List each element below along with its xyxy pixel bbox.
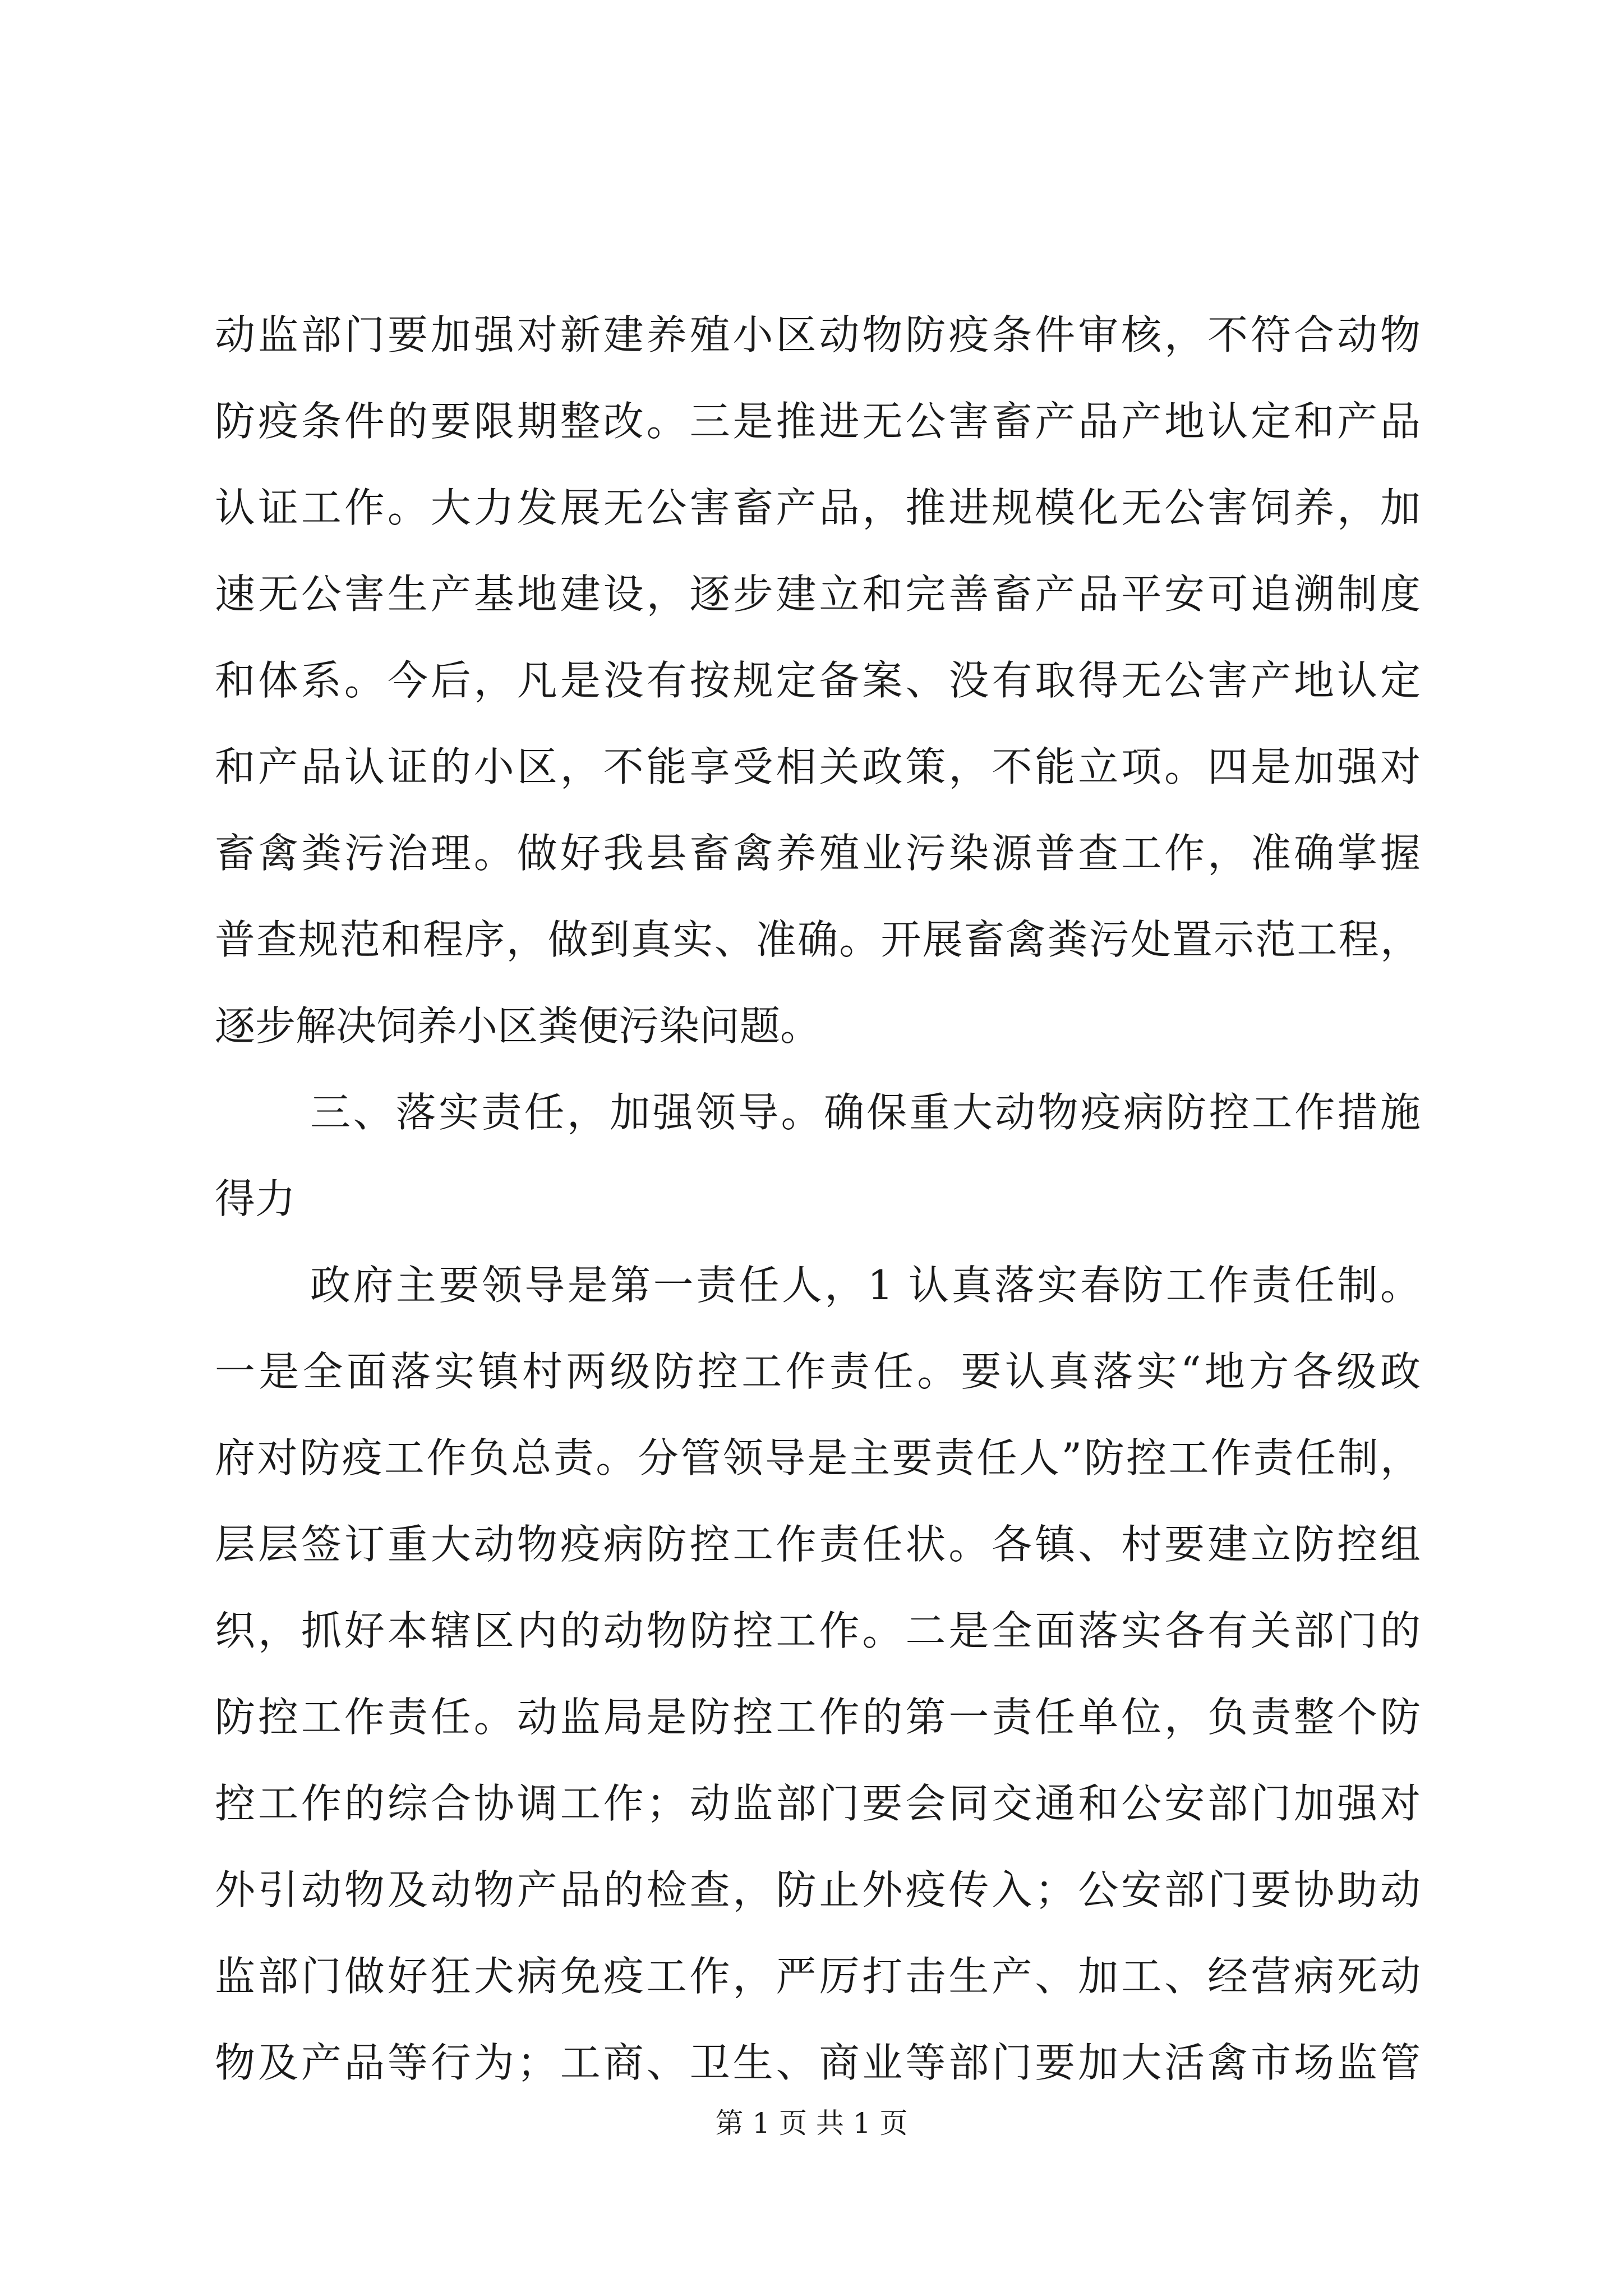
text-line: 一是全面落实镇村两级防控工作责任。要认真落实“地方各级政	[215, 1348, 1421, 1395]
text-line: 和体系。今后，凡是没有按规定备案、没有取得无公害产地认定	[215, 657, 1421, 704]
text-line: 速无公害生产基地建设，逐步建立和完善畜产品平安可追溯制度	[215, 570, 1421, 618]
text-line: 层层签订重大动物疫病防控工作责任状。各镇、村要建立防控组	[215, 1521, 1421, 1568]
section-heading-cont: 得力	[215, 1175, 296, 1222]
text-line: 畜禽粪污治理。做好我县畜禽养殖业污染源普查工作，准确掌握	[215, 830, 1421, 877]
text-line: 防疫条件的要限期整改。三是推进无公害畜产品产地认定和产品	[215, 398, 1421, 445]
text-line: 逐步解决饲养小区粪便污染问题。	[215, 1002, 821, 1050]
text-line: 认证工作。大力发展无公害畜产品，推进规模化无公害饲养，加	[215, 484, 1421, 531]
text-line: 控工作的综合协调工作；动监部门要会同交通和公安部门加强对	[215, 1780, 1421, 1827]
page-number-label: 第 1 页 共 1 页	[715, 2107, 908, 2139]
text-line: 监部门做好狂犬病免疫工作，严厉打击生产、加工、经营病死动	[215, 1953, 1421, 2000]
text-line: 防控工作责任。动监局是防控工作的第一责任单位，负责整个防	[215, 1694, 1421, 1741]
body-text	[215, 292, 1421, 2106]
text-line: 府对防疫工作负总责。分管领导是主要责任人”防控工作责任制，	[215, 1434, 1421, 1481]
text-line: 外引动物及动物产品的检查，防止外疫传入；公安部门要协助动	[215, 1866, 1421, 1913]
text-line: 政府主要领导是第一责任人，1 认真落实春防工作责任制。	[310, 1262, 1421, 1309]
text-line: 物及产品等行为；工商、卫生、商业等部门要加大活禽市场监管	[215, 2039, 1421, 2086]
page-footer	[0, 2106, 1623, 2140]
text-line: 和产品认证的小区，不能享受相关政策，不能立项。四是加强对	[215, 743, 1421, 790]
text-line: 普查规范和程序，做到真实、准确。开展畜禽粪污处置示范工程，	[215, 916, 1421, 963]
text-line: 动监部门要加强对新建养殖小区动物防疫条件审核，不符合动物	[215, 311, 1421, 358]
text-line: 织，抓好本辖区内的动物防控工作。二是全面落实各有关部门的	[215, 1607, 1421, 1654]
section-heading: 三、落实责任，加强领导。确保重大动物疫病防控工作措施	[310, 1089, 1421, 1136]
